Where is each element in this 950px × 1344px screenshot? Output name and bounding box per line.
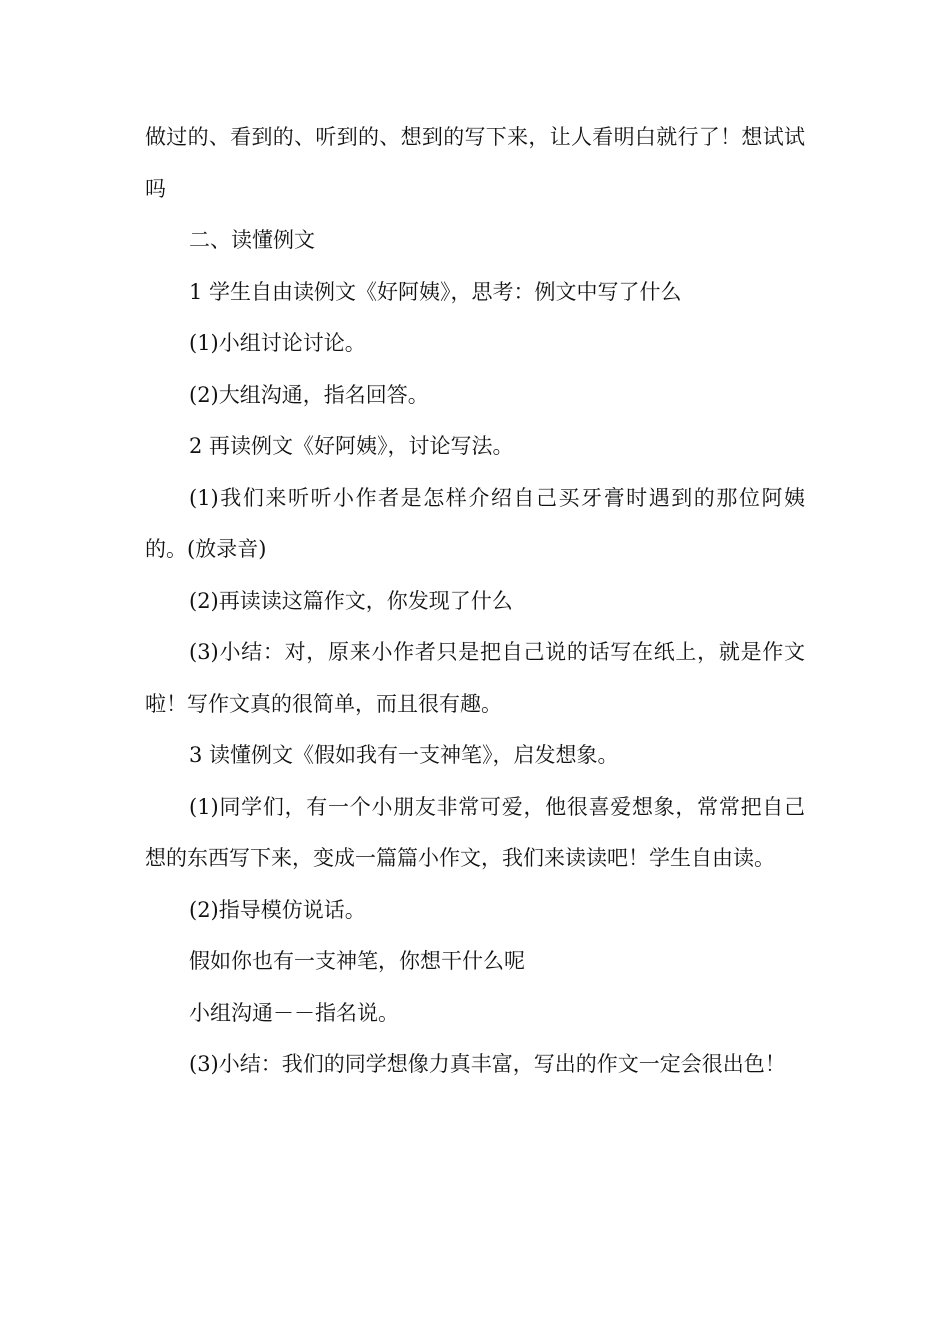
paragraph: (1)我们来听听小作者是怎样介绍自己买牙膏时遇到的那位阿姨的。(放录音): [145, 485, 805, 561]
paragraph: 假如你也有一支神笔，你想干什么呢: [189, 949, 525, 973]
paragraph: (3)小结：我们的同学想像力真丰富，写出的作文一定会很出色！: [189, 1052, 786, 1076]
paragraph: 3 读懂例文《假如我有一支神笔》，启发想象。: [189, 743, 619, 767]
section-heading: 二、读懂例文: [189, 228, 315, 252]
paragraph: 小组沟通－－指名说。: [189, 1000, 399, 1025]
paragraph: (2)指导模仿说话。: [189, 897, 366, 922]
paragraph: 做过的、看到的、听到的、想到的写下来，让人看明白就行了！想试试吗: [145, 125, 805, 201]
document-body: [145, 112, 805, 1091]
paragraph: (2)大组沟通，指名回答。: [189, 382, 429, 407]
paragraph: 1 学生自由读例文《好阿姨》，思考：例文中写了什么: [189, 279, 682, 304]
paragraph: (1)小组讨论讨论。: [189, 331, 366, 355]
paragraph: (2)再读读这篇作文，你发现了什么: [189, 588, 513, 613]
paragraph: (1)同学们，有一个小朋友非常可爱，他很喜爱想象，常常把自己想的东西写下来，变成一篇篇小作文，我们来读读吧！学生自由读。: [145, 794, 805, 870]
paragraph: 2 再读例文《好阿姨》，讨论写法。: [189, 434, 514, 458]
paragraph: (3)小结：对，原来小作者只是把自己说的话写在纸上，就是作文啦！写作文真的很简单，而且很有趣。: [145, 640, 805, 716]
